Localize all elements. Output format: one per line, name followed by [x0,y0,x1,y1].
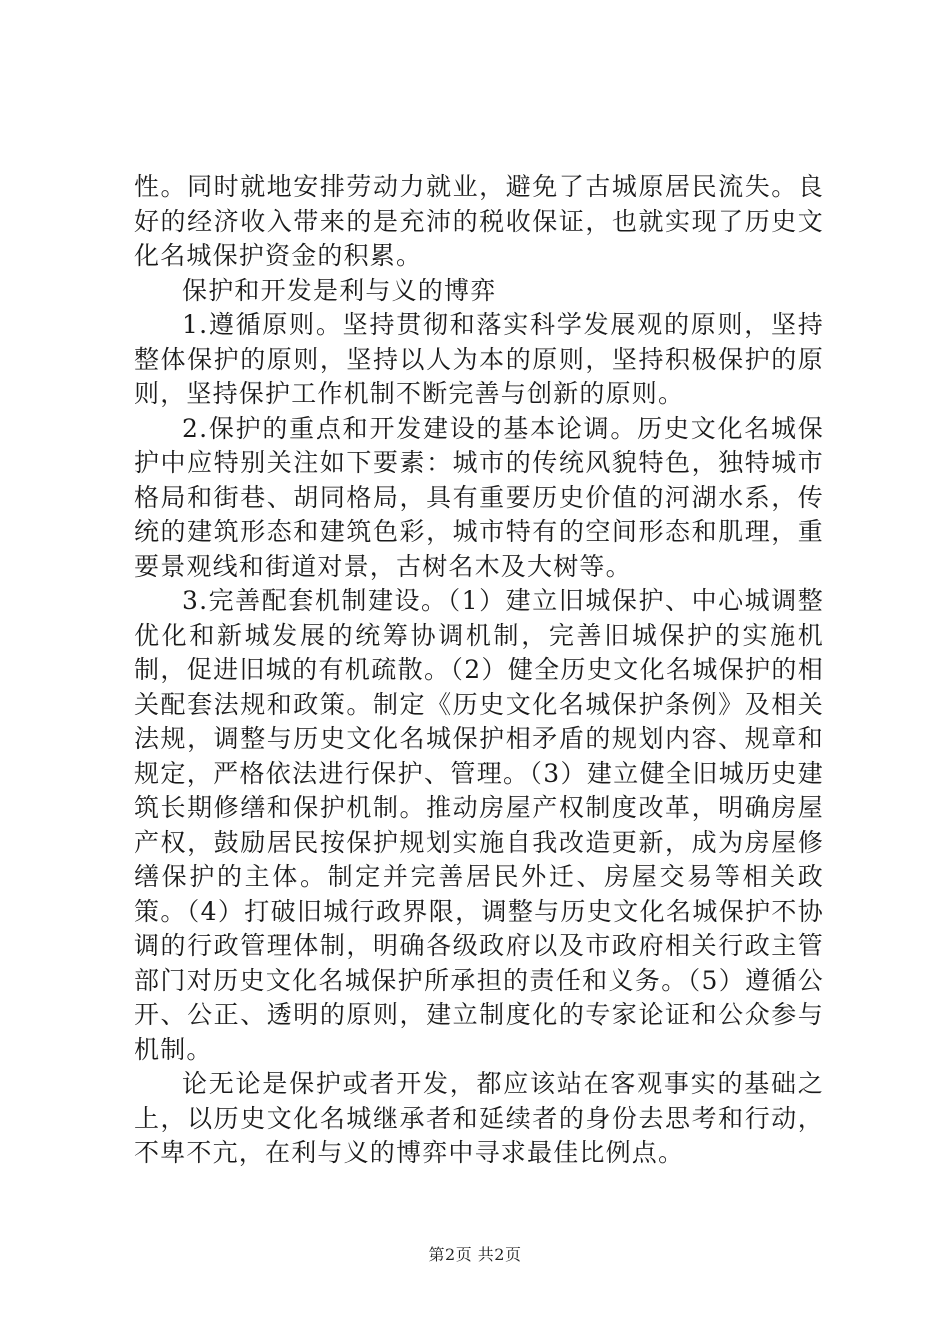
page-body [134,170,824,1171]
paragraph-continuation: 性。同时就地安排劳动力就业，避免了古城原居民流失。良好的经济收入带来的是充沛的税收保证，也就实现了历史文化名城保护资金的积累。 [134,172,824,270]
paragraph-mechanisms: 3.完善配套机制建设。（1）建立旧城保护、中心城调整优化和新城发展的统筹协调机制，完善旧城保护的实施机制，促进旧城的有机疏散。（2）健全历史文化名城保护的相关配套法规和政策。制定《历史文化名城保护条例》及相关法规，调整与历史文化名城保护相矛盾的规划内容、规章和规定，严格依法进行保护、管理。（3）建立健全旧城历史建筑长期修缮和保护机制。推动房屋产权制度改革，明确房屋产权，鼓励居民按保护规划实施自我改造更新，成为房屋修缮保护的主体。制定并完善居民外迁、房屋交易等相关政策。（4）打破旧城行政界限，调整与历史文化名城保护不协调的行政管理体制，明确各级政府以及市政府相关行政主管部门对历史文化名城保护所承担的责任和义务。（5）遵循公开、公正、透明的原则，建立制度化的专家论证和公众参与机制。 [134,586,824,1064]
paragraph-conclusion: 论无论是保护或者开发，都应该站在客观事实的基础之上，以历史文化名城继承者和延续者的身份去思考和行动，不卑不亢，在利与义的博弈中寻求最佳比例点。 [134,1069,824,1167]
paragraph-principles: 1.遵循原则。坚持贯彻和落实科学发展观的原则，坚持整体保护的原则，坚持以人为本的原则，坚持积极保护的原则，坚持保护工作机制不断完善与创新的原则。 [134,310,824,408]
paragraph-key-points: 2.保护的重点和开发建设的基本论调。历史文化名城保护中应特别关注如下要素：城市的传统风貌特色，独特城市格局和街巷、胡同格局，具有重要历史价值的河湖水系，传统的建筑形态和建筑色彩，城市特有的空间形态和肌理，重要景观线和街道对景，古树名木及大树等。 [134,413,824,581]
page-number-footer: 第2页 共2页 [428,1245,522,1264]
section-heading: 保护和开发是利与义的博弈 [182,275,497,305]
